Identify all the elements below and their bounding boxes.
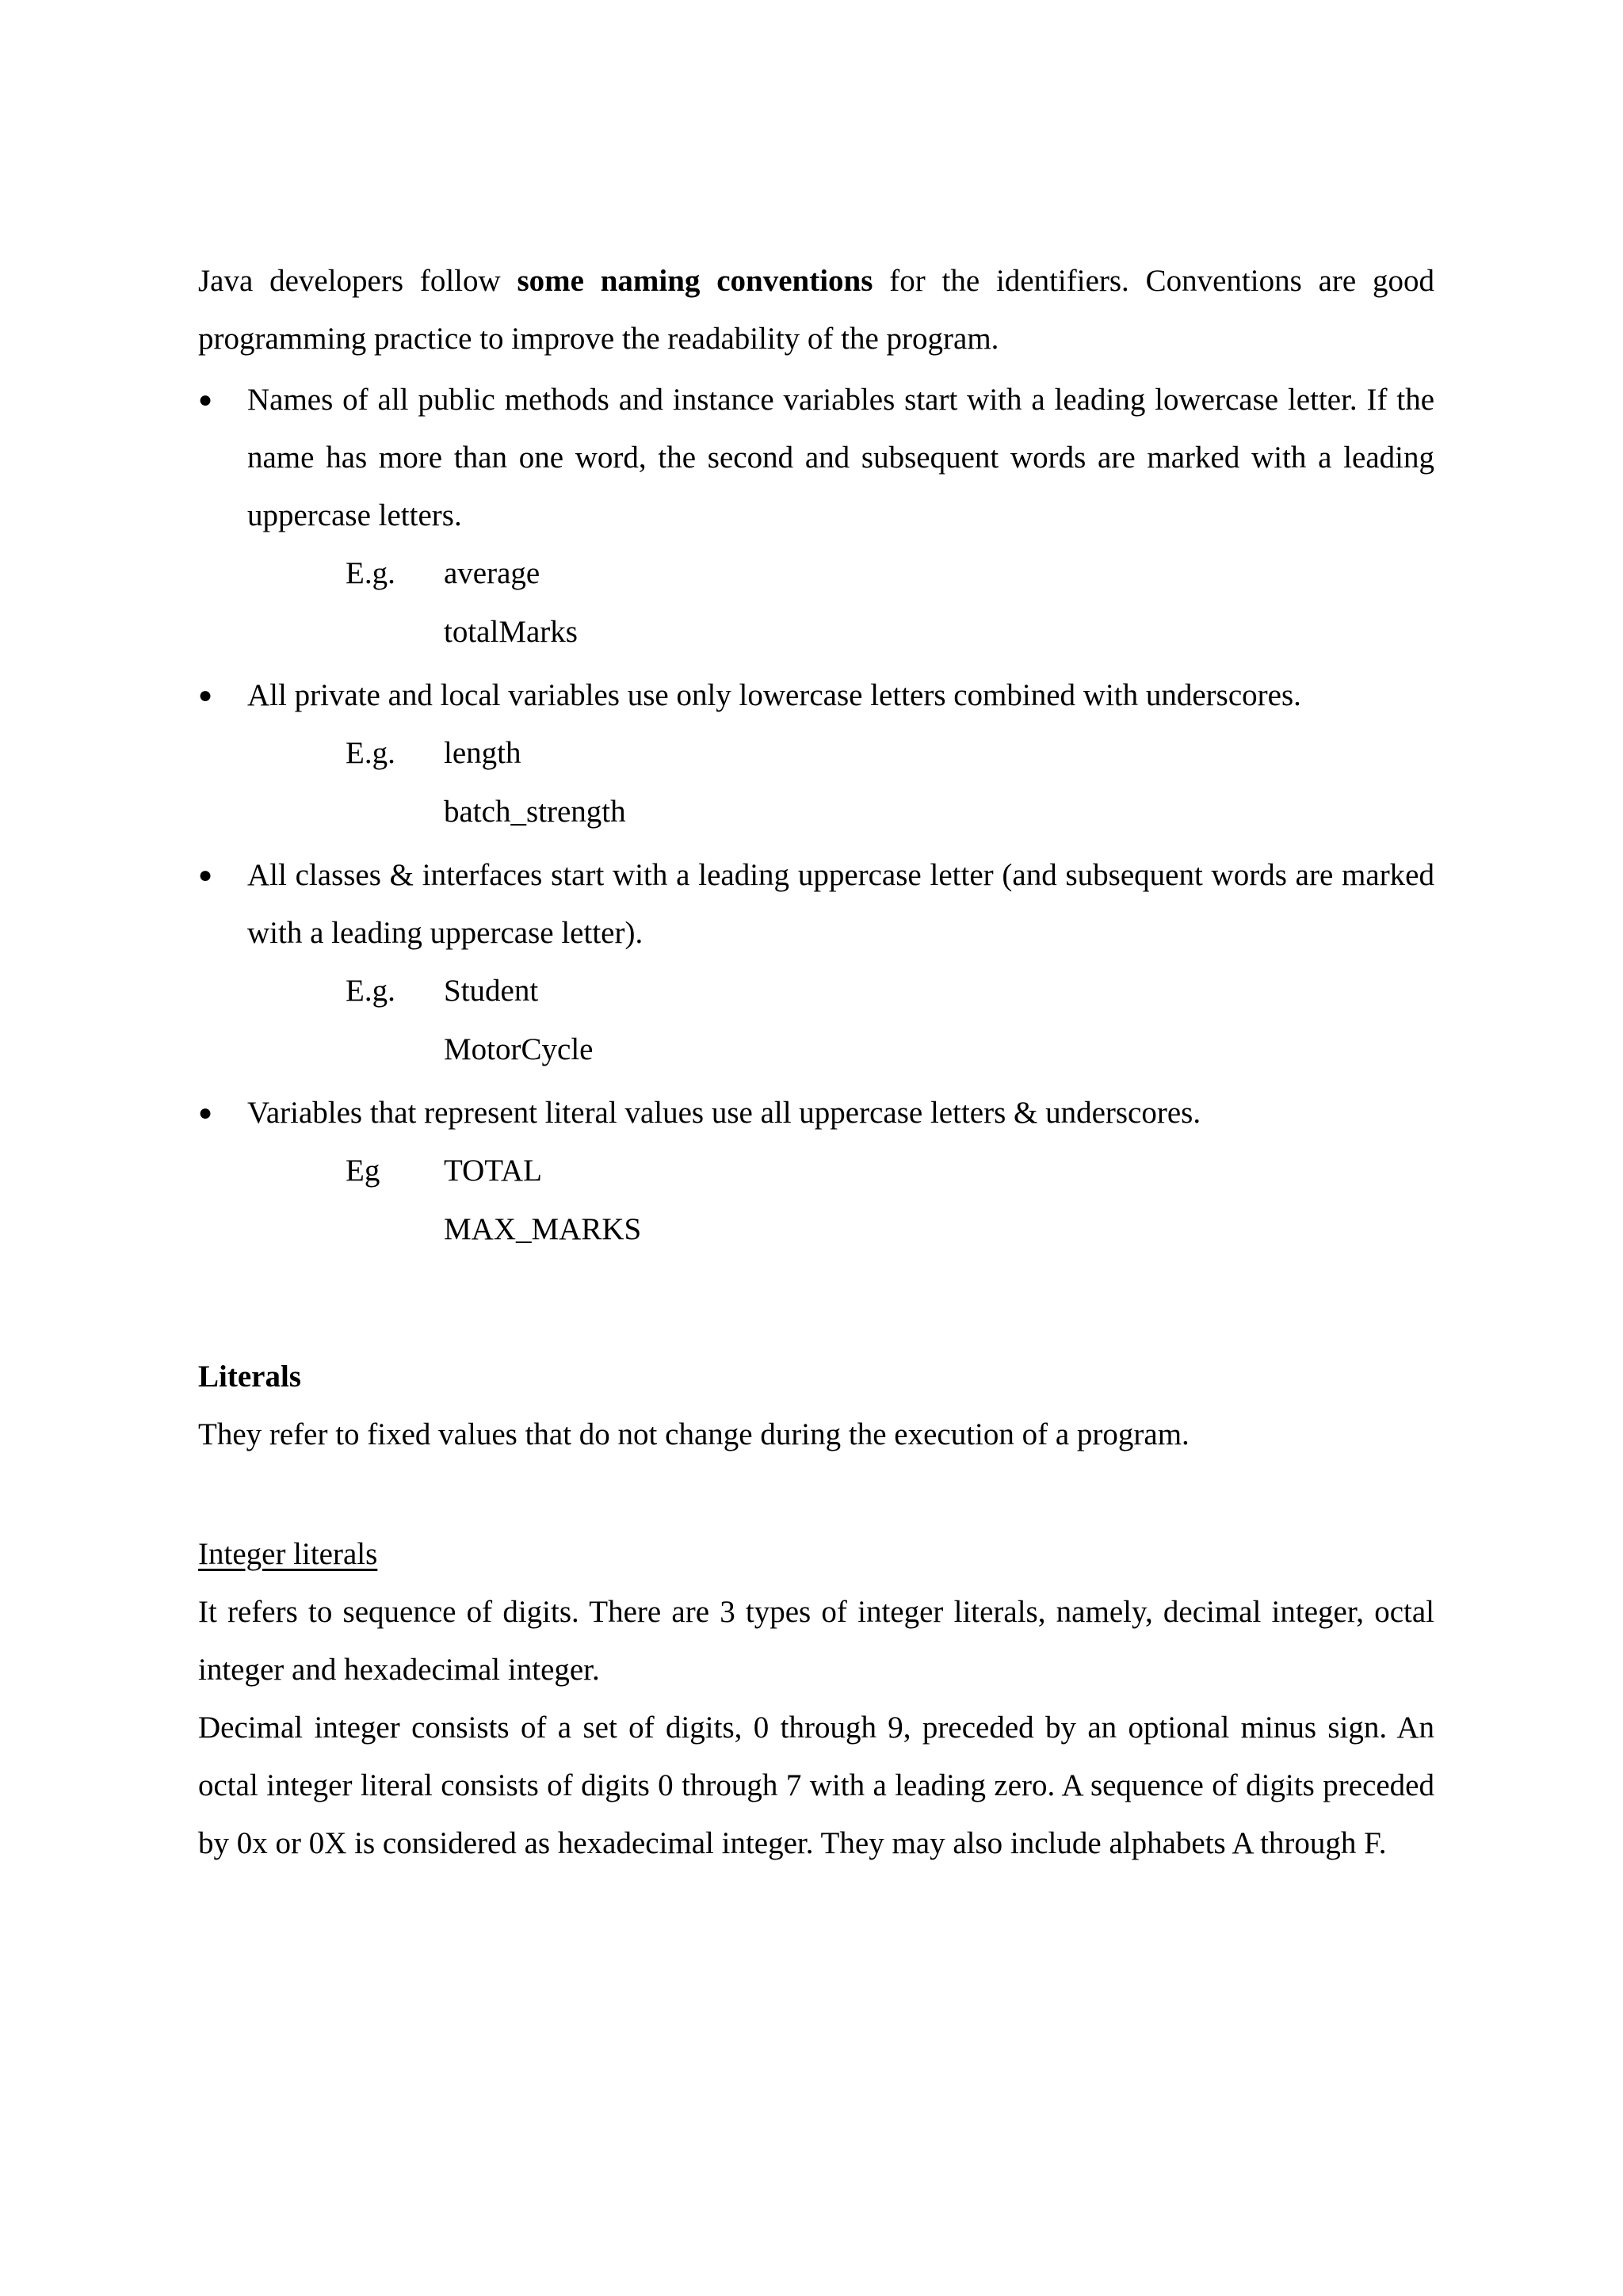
intro-bold-phrase: some naming conventions	[517, 264, 873, 298]
example-value: batch_strength	[444, 795, 626, 829]
intro-text-end: for the identifiers. Conventions are good programming practice to improve the readability of the program.	[198, 264, 1434, 356]
literals-heading: Literals	[198, 1360, 301, 1394]
convention-item	[198, 846, 1434, 1079]
bullet-icon: ●	[198, 1100, 213, 1126]
bullet-icon: ●	[198, 682, 213, 708]
example-value: length	[444, 736, 521, 770]
example-row	[247, 544, 1434, 603]
example-row	[247, 1020, 1434, 1079]
literals-description: They refer to fixed values that do not change during the execution of a program.	[198, 1417, 1190, 1451]
example-row	[247, 603, 1434, 662]
example-value: TOTAL	[444, 1154, 542, 1188]
convention-examples	[247, 962, 1434, 1079]
convention-examples	[247, 1142, 1434, 1259]
intro-paragraph	[198, 252, 1434, 368]
convention-text: Names of all public methods and instance variables start with a leading lowercase letter. If the name has more than one word, the second and subsequent words are marked with a leading uppercase letters.	[247, 383, 1434, 532]
convention-text: All private and local variables use only lowercase letters combined with underscores.	[247, 678, 1301, 712]
example-row	[247, 724, 1434, 783]
convention-examples	[247, 724, 1434, 841]
example-row	[247, 1142, 1434, 1200]
convention-text: All classes & interfaces start with a leading uppercase letter (and subsequent words are marked with a leading uppercase letter).	[247, 858, 1434, 950]
example-value: totalMarks	[444, 615, 578, 649]
example-value: MotorCycle	[444, 1032, 594, 1066]
integer-literals-paragraph-1: It refers to sequence of digits. There are 3 types of integer literals, namely, decimal integer, octal integer and hexadecimal integer.	[198, 1595, 1434, 1687]
example-row	[247, 962, 1434, 1020]
convention-item	[198, 1084, 1434, 1259]
integer-literals-heading: Integer literals	[198, 1537, 378, 1571]
example-label: E.g.	[346, 974, 395, 1008]
intro-text-start: Java developers follow	[198, 264, 517, 298]
example-value: average	[444, 556, 540, 590]
bullet-icon: ●	[198, 387, 213, 413]
example-value: Student	[444, 974, 539, 1008]
example-label: Eg	[346, 1154, 380, 1188]
integer-literals-paragraph-2: Decimal integer consists of a set of digits, 0 through 9, preceded by an optional minus sign. An octal integer literal consists of digits 0 through 7 with a leading zero. A sequence of digits preceded by 0x or 0X is considered as hexadecimal integer. They may also include alphabets A through F.	[198, 1711, 1434, 1860]
convention-examples	[247, 544, 1434, 662]
example-row	[247, 1200, 1434, 1259]
example-label: E.g.	[346, 736, 395, 770]
page-content	[198, 252, 1434, 1872]
convention-item	[198, 666, 1434, 841]
example-label: E.g.	[346, 556, 395, 590]
example-row	[247, 783, 1434, 841]
naming-conventions-list	[198, 371, 1434, 1259]
convention-item	[198, 371, 1434, 662]
convention-text: Variables that represent literal values use all uppercase letters & underscores.	[247, 1096, 1201, 1130]
example-value: MAX_MARKS	[444, 1212, 642, 1246]
bullet-icon: ●	[198, 862, 213, 888]
